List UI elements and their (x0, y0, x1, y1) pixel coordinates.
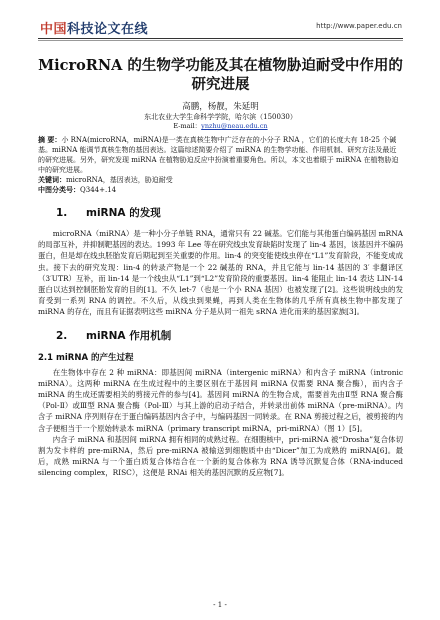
header-divider-thin (38, 40, 403, 41)
keywords-label: 关键词： (38, 175, 66, 184)
logo-part2: 科技论文在线 (67, 22, 149, 37)
subsection-heading-2-1: 2.1 miRNA 的产生过程 (38, 352, 134, 363)
page-header (0, 0, 440, 44)
section-title: miRNA 作用机制 (86, 329, 172, 342)
clc-text: Q344+.14 (80, 186, 117, 194)
page-number: - 1 - (213, 601, 227, 609)
abstract-label: 摘 要： (38, 135, 62, 144)
paper-email-line (38, 122, 403, 131)
paper-title: MicroRNA 的生物学功能及其在植物胁迫耐受中作用的研究进展 (38, 57, 403, 93)
keywords-text: microRNA，基因表达，胁迫耐受 (66, 176, 173, 184)
paper-authors: 高鹏，杨靓，朱延明 (182, 102, 259, 112)
keywords-line (38, 175, 403, 185)
paper-body (38, 50, 403, 479)
paper-affiliation: 东北农业大学生命科学学院，哈尔滨（150030） (144, 113, 297, 121)
logo-part1: 中国 (40, 22, 68, 37)
section-number: 2. (56, 329, 68, 342)
section-heading-2 (56, 328, 403, 343)
site-url[interactable]: http://www.paper.edu.cn (316, 22, 402, 30)
clc-label: 中图分类号： (38, 185, 80, 194)
abstract-text: 小 RNA(microRNA，miRNA)是一类在真核生物中广泛存在的小分子 RNA ，它们的长度大有 18-25 个碱基。miRNA 能调节真核生物的基因表达。这篇综述简要介绍了 miRNA 的生物学功能、作用机制、研究方法及最近的研究进展。另外，研究发现 miRNA 在植物胁迫反应中扮演着重要角色。所以，本文也着眼于 miRNA 在植物胁迫中的研究进展。 (38, 136, 399, 174)
subsection-2-1-paragraph-1: 在生物体中存在 2 种 miRNA：即基因间 miRNA（intergenic miRNA）和内含子 miRNA（intronic miRNA）。这两种 miRNA 在生成过程中的主要区别在于基因间 miRNA 仅需要 RNA 聚合酶），而内含子 miRNA 的生成还需要相关的剪接元件的参与[4]。基因间 miRNA 的生物合成，需要首先由Ⅱ型 RNA 聚合酶（Pol-Ⅱ）或Ⅲ型 RNA 聚合酶（Pol-Ⅲ）与其上游的启动子结合，并转录出前体 miRNA（pre-miRNA）。内含子 miRNA 序列则存在于蛋白编码基因内含子中，与编码基因一同转录。在 RNA 剪接过程之后，被剪接的内含子便相当于一个原始转录本 miRNA（primary transcript miRNA，pri-miRNA）（图 1）[5]。 (38, 367, 403, 433)
abstract (38, 135, 403, 175)
section-title: miRNA 的发现 (86, 207, 161, 219)
site-logo[interactable] (40, 18, 148, 37)
section-1-paragraph: microRNA（miRNA）是一种小分子单链 RNA，通常只有 22 碱基。它们能与其他蛋白编码基因 mRNA 的局部互补，并抑制靶基因的表达。1993 年 Lee 等在研究线虫发育缺陷时发现了 lin-4 基因，该基因并不编码蛋白，但是却在线虫胚胎发育后期起到至关重要的作用。lin-4 的突变能使线虫停在“L1”发育阶段，不能变成成虫。接下去的研究发现：lin-4 的转录产物是一个 22 碱基的 RNA，并且它能与 lin-14 基因的 3′ 非翻译区（3′UTR）互补，而 lin-14 是一个线虫从“L1”到“L2”发育阶段的重要基因。lin-4 能阻止 lin-14 表达 LIN-14 蛋白以达到控制胚胎发育的目的[1]。不久 let-7（也是一个小 RNA 基因）也被发现了[2]。这些说明线虫的发育受到一系列 RNA 的调控。不久后，从线虫到果蝇，再到人类在生物体的几乎所有真核生物中都发现了 miRNA 的存在，而且有证据表明这些 miRNA 分子是从同一祖先 sRNA 进化而来的基因家族[3]。 (38, 229, 403, 317)
header-divider (38, 38, 403, 39)
section-number: 1. (56, 207, 68, 219)
email-link[interactable]: ynzhu@neau.edu.cn (201, 122, 268, 130)
clc-line (38, 185, 403, 195)
subsection-2-1-paragraph-2: 内含子 miRNA 和基因间 miRNA 拥有相同的成熟过程。在细胞核中，pri-miRNA 被“Drosha”复合体切割为发卡样的 pre-miRNA，然后 pre-miRNA 被输送到细胞质中由“Dicer”加工为成熟的 miRNA[6]。最后，成熟 miRNA 与一个蛋白质复合体结合在一个新的复合体称为 RNA 诱导沉默复合体（RNA-induced silencing complex，RISC），这便是 RNAi 相关的基因沉默的反应物[7]。 (38, 434, 403, 478)
email-label: E-mail： (173, 122, 202, 130)
section-heading-1 (56, 205, 403, 220)
